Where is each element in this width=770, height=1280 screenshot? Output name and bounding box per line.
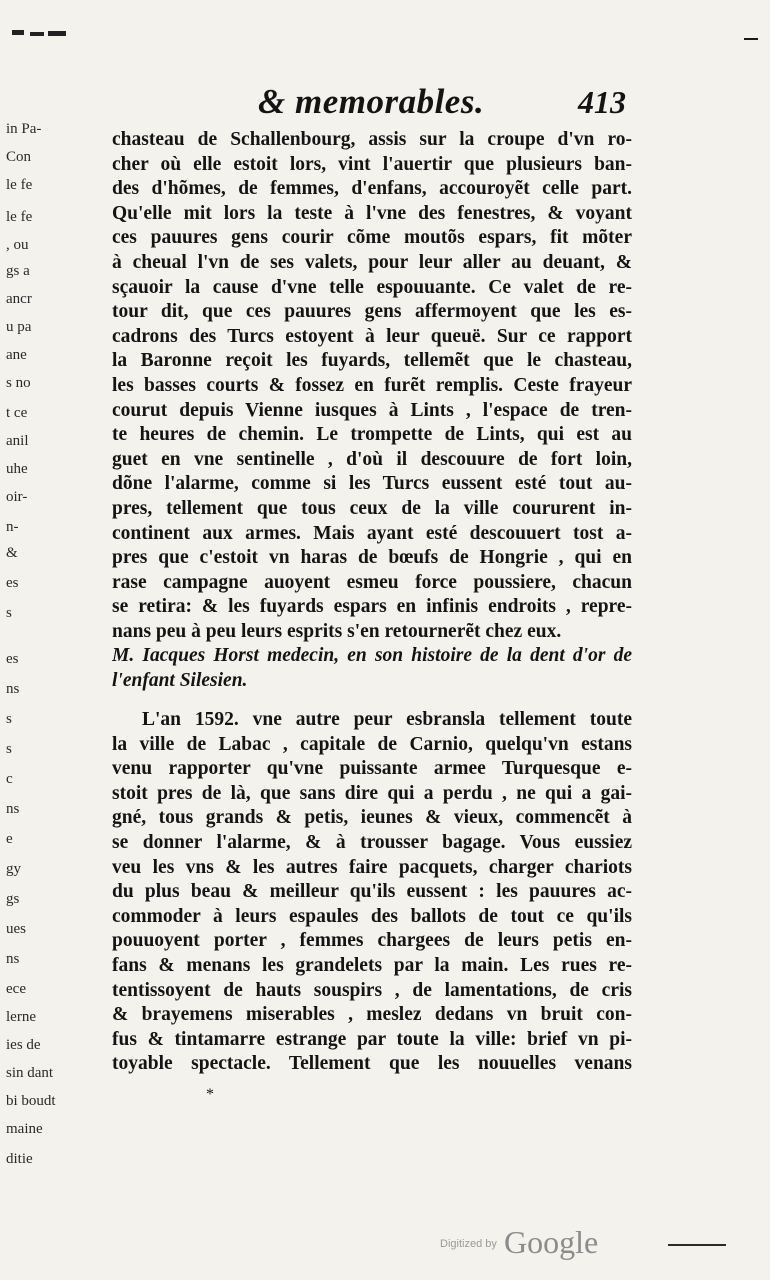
gutter-fragment: s (6, 605, 12, 621)
gutter-fragment: s no (6, 375, 31, 391)
text-line: commoder à leurs espaules des ballots de tout ce qu'ils (112, 905, 632, 927)
gutter-fragment: gs a (6, 263, 30, 279)
gutter-fragment: ancr (6, 291, 32, 307)
text-line: fans & menans les grandelets par la main. Les rues re- (112, 954, 632, 976)
gutter-fragment: anil (6, 433, 29, 449)
text-line: pres, tellement que tous ceux de la ville coururent in- (112, 497, 632, 519)
gutter-fragment: ns (6, 681, 20, 697)
text-line: tentissoyent de hauts souspirs , de lamentations, de cris (112, 979, 632, 1001)
text-line: gné, tous grands & petis, ieunes & vieux, commencẽt à (112, 807, 632, 829)
text-line: Qu'elle mit lors la teste à l'vne des fenestres, & voyant (112, 202, 632, 224)
text-line: stoit pres de là, que sans dire qui a perdu , ne qui a gai- (112, 782, 632, 804)
gutter-fragment: ns (6, 951, 20, 967)
gutter-fragment: e (6, 831, 13, 847)
catchword-mark: * (206, 1086, 214, 1103)
source-citation-line: M. Iacques Horst medecin, en son histoire de la dent d'or de (112, 645, 632, 667)
text-line: rase campagne auoyent esmeu force poussiere, chacun (112, 571, 632, 593)
running-title: & memorables. (258, 82, 485, 121)
gutter-fragment: ane (6, 347, 27, 363)
gutter-fragment: le fe (6, 177, 33, 193)
text-line: cadrons des Turcs estoyent à leur queuë. Sur ce rapport (112, 325, 632, 347)
gutter-fragment: ies de (6, 1037, 41, 1053)
text-line: se donner l'alarme, & à trousser bagage. Vous eussiez (112, 831, 632, 853)
page-number: 413 (578, 84, 626, 120)
gutter-fragment: bi boudt (6, 1093, 56, 1109)
running-head (258, 80, 638, 126)
gutter-fragment: lerne (6, 1009, 36, 1025)
text-line: pouuoyent porter , femmes chargees de leurs petis en- (112, 930, 632, 952)
text-line: venu rapporter qu'vne puissante armee Turquesque e- (112, 758, 632, 780)
gutter-fragment: sin dant (6, 1065, 54, 1081)
gutter-fragment: ues (6, 921, 26, 937)
source-citation-line: l'enfant Silesien. (112, 670, 248, 692)
gutter-fragment: Con (6, 149, 32, 165)
paragraph-1 (112, 128, 632, 694)
text-line: L'an 1592. vne autre peur esbransla tellement toute (142, 709, 632, 730)
text-line: pres que c'estoit vn haras de bœufs de Hongrie , qui en (112, 547, 632, 569)
gutter-fragment: ns (6, 801, 20, 817)
paragraph-2 (112, 708, 632, 1077)
ink-smudge-mark (10, 26, 90, 40)
text-line: fus & tintamarre estrange par toute la ville: brief vn pi- (112, 1028, 632, 1050)
gutter-fragment: maine (6, 1121, 43, 1137)
text-line: & brayemens miserables , meslez dedans vn bruit con- (112, 1004, 632, 1026)
gutter-fragment: s (6, 741, 12, 757)
text-line: la ville de Labac , capitale de Carnio, quelqu'vn estans (112, 733, 632, 755)
text-line: veu les vns & les autres faire pacquets, charger chariots (112, 856, 632, 878)
gutter-fragment: & (6, 545, 18, 561)
text-line: dõne l'alarme, comme si les Turcs eussent esté tout au- (112, 473, 632, 495)
text-line: des d'hõmes, de femmes, d'enfans, accouroyẽt celle part. (112, 178, 632, 200)
google-logo: Google (504, 1224, 599, 1260)
gutter-fragment: es (6, 651, 19, 667)
text-line: courut depuis Vienne iusques à Lints , l'espace de tren- (112, 399, 632, 421)
text-line: la Baronne reçoit les fuyards, tellemẽt que le chasteau, (112, 350, 632, 372)
gutter-fragment: t ce (6, 405, 28, 421)
gutter-fragment: oir- (6, 489, 28, 505)
text-line: te heures de chemin. Le trompette de Lints, qui est au (112, 424, 632, 446)
text-line: sçauoir la cause d'vne telle espouuante. Ce valet de re- (112, 276, 632, 298)
text-line: cher où elle estoit lors, vint l'auertir que plusieurs ban- (112, 153, 632, 175)
text-line: guet en vne sentinelle , d'où il descouure de fort loin, (112, 448, 632, 470)
text-line: du plus beau & meilleur qu'ils eussent : les pauures ac- (112, 881, 632, 903)
gutter-fragment: n- (6, 519, 19, 535)
text-line: à cheual l'vn de ses valets, pour leur aller au deuant, & (112, 251, 632, 273)
gutter-fragment: es (6, 575, 19, 591)
text-line: toyable spectacle. Tellement que les nouuelles venans (112, 1053, 632, 1075)
gutter-fragment: in Pa- (6, 121, 42, 137)
text-line: continent aux armes. Mais ayant esté descouuert tost a- (112, 522, 632, 544)
text-line: ces pauures gens courir cõme moutõs espars, fit mõter (112, 227, 632, 249)
bottom-rule (668, 1244, 726, 1246)
gutter-fragment: u pa (6, 319, 32, 335)
digitized-by-label: Digitized by (440, 1238, 497, 1250)
gutter-fragment: gy (6, 861, 21, 877)
text-line: nans peu à peu leurs esprits s'en retournerẽt chez eux. (112, 620, 562, 642)
gutter-fragment: ditie (6, 1151, 33, 1167)
gutter-fragment: gs (6, 891, 20, 907)
text-line: se retira: & les fuyards espars en infinis endroits , repre- (112, 596, 632, 618)
text-line: tour dit, que ces pauures gens affermoyent que les es- (112, 301, 632, 323)
gutter-fragment: , ou (6, 237, 29, 253)
gutter-fragment: c (6, 771, 13, 787)
gutter-fragment: uhe (6, 461, 28, 477)
gutter-fragment: le fe (6, 209, 33, 225)
gutter-fragment: ece (6, 981, 26, 997)
text-line: les basses courts & fossez en furẽt remplis. Ceste frayeur (112, 374, 632, 396)
margin-tick (744, 38, 758, 40)
text-line: chasteau de Schallenbourg, assis sur la croupe d'vn ro- (112, 129, 632, 150)
gutter-fragment: s (6, 711, 12, 727)
